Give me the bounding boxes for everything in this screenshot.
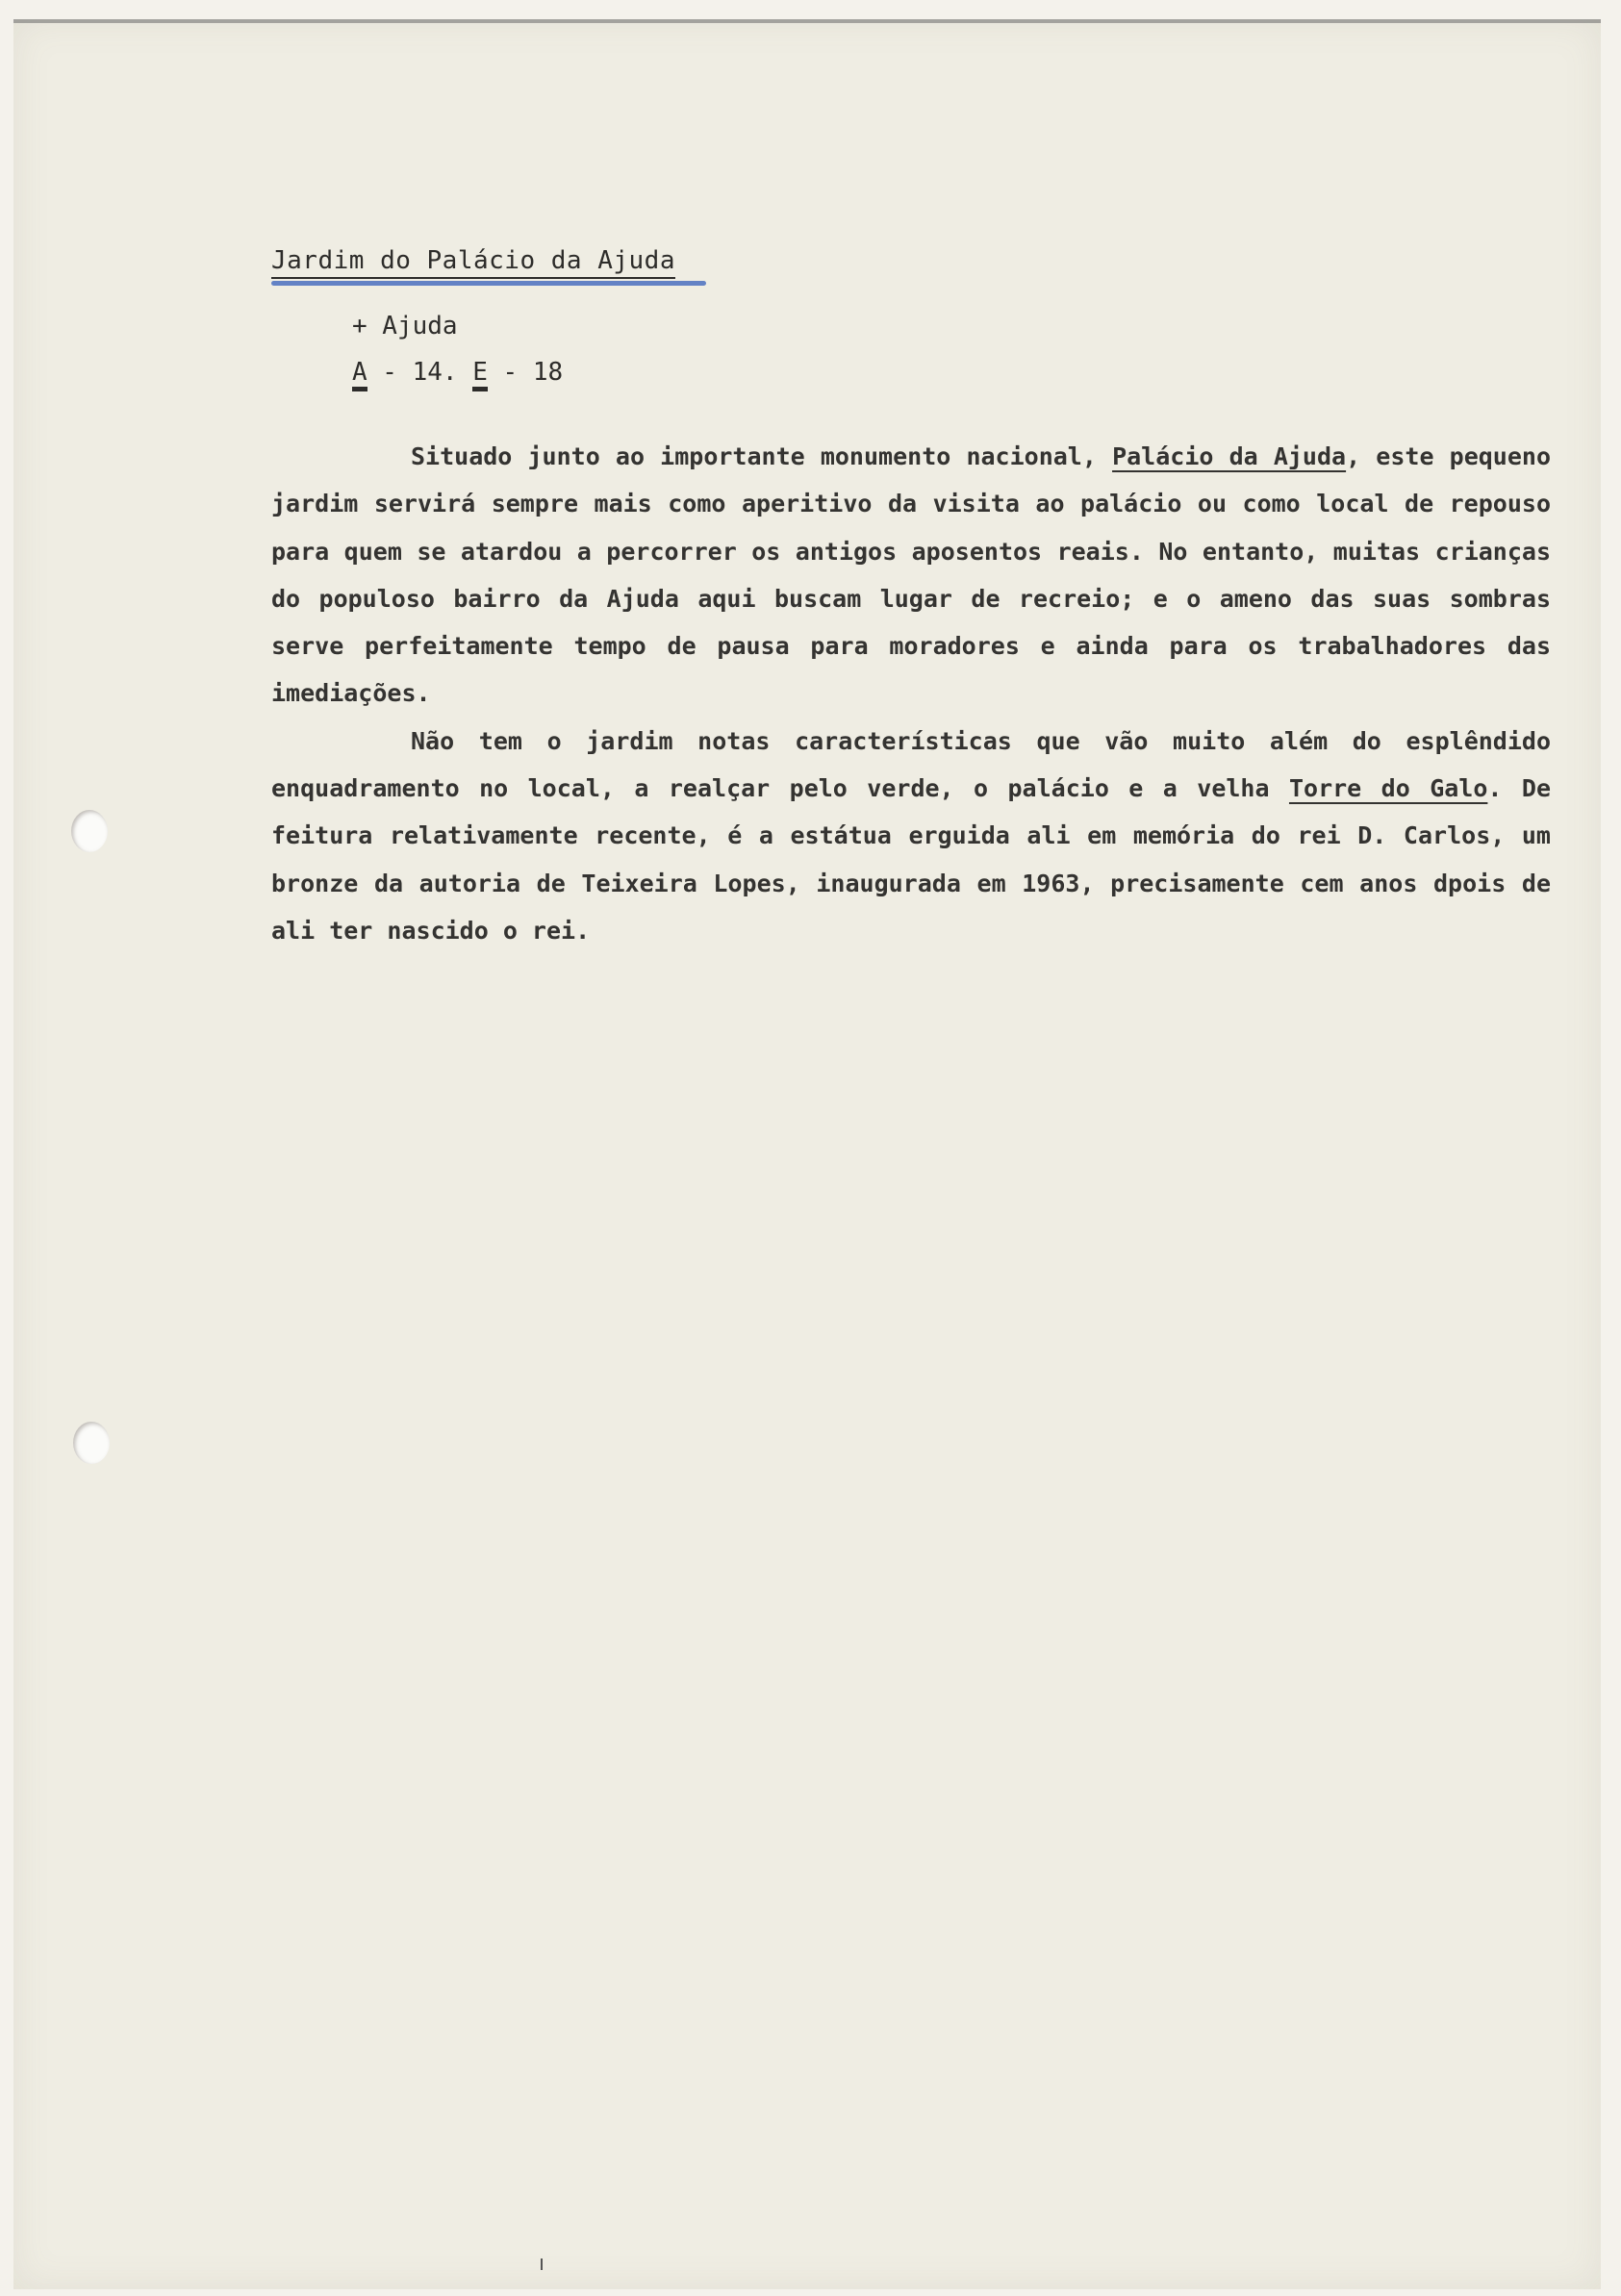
blue-pen-underline — [271, 281, 706, 286]
grid-ref-letter-a: A — [352, 358, 367, 391]
document-page — [13, 19, 1601, 2289]
punch-hole-lower — [73, 1422, 110, 1464]
grid-ref-number-a: - 14. — [367, 358, 473, 387]
paragraph-2-start: Não tem o jardim notas características que vão muito além do esplêndido enquadramento no local, a realçar pelo verde, o palácio e a velha — [271, 726, 1551, 803]
paragraph-1-rest: , este pequeno jardim servirá sempre mais como aperitivo da visita ao palácio ou como local de repouso para quem se atardou a percorrer os antigos aposentos reais. No entanto, muitas crianças do populoso bairro da Ajuda aqui buscam lugar de recreio; e o ameno das suas sombras serve perfeitamente tempo de pausa para moradores e ainda para os trabalhadores das imediações. — [271, 442, 1552, 708]
document-title — [271, 246, 675, 275]
paper-mark — [541, 2258, 543, 2270]
palacio-da-ajuda-reference: Palácio da Ajuda — [1112, 442, 1347, 470]
grid-ref-number-e: - 18 — [487, 358, 564, 387]
grid-reference — [352, 358, 563, 387]
punch-hole-upper — [71, 810, 108, 852]
document-title-text: Jardim do Palácio da Ajuda — [271, 246, 675, 279]
paragraph-1-start: Situado junto ao importante monumento nacional, — [411, 442, 1113, 470]
paragraph-1 — [271, 433, 1551, 718]
paragraph-2 — [271, 718, 1551, 954]
grid-ref-letter-e: E — [472, 358, 488, 391]
body-text — [271, 433, 1551, 954]
torre-do-galo-reference: Torre do Galo — [1288, 774, 1488, 803]
paragraph-2-rest: . De feitura relativamente recente, é a estátua erguida ali em memória do rei D. Carlos, um bronze da autoria de Teixeira Lopes, inaugurada em 1963, precisamente cem anos dpois de ali ter nascido o rei. — [271, 774, 1551, 945]
page-top-edge — [13, 19, 1601, 23]
location-label: + Ajuda — [352, 312, 458, 341]
